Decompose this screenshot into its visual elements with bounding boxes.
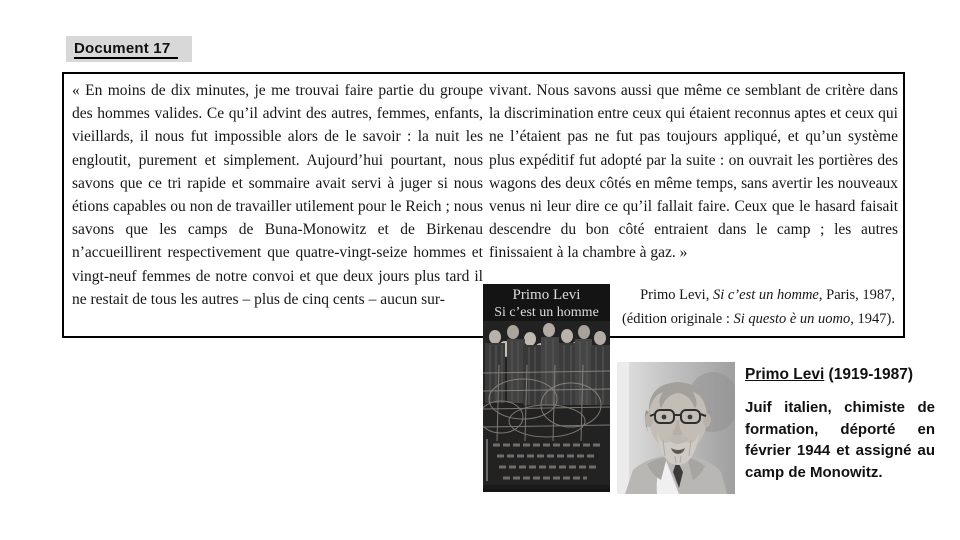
book-cover-titles [483,284,610,321]
citation-line2-pre: (édition originale : [621,311,734,327]
citation-title-french: Si c’est un homme [712,287,819,303]
source-citation [595,283,895,331]
citation-line2-post: , 1947). [850,311,895,327]
document-label-text: Document 17 [74,40,178,59]
book-cover-author: Primo Levi [512,287,581,303]
citation-line1-post: , Paris, 1987, [818,287,895,303]
portrait-illustration [617,362,735,494]
quote-column-left: « En moins de dix minutes, je me trouvai faire partie du groupe des hommes valides. Ce qu’il advint des autres, femmes, enfants, vieillards, il nous fut impossible alors de le savoir : la nuit les engloutit, purement et simplement. Aujourd’hui pourtant, nous savons que ce tri rapide et sommaire avait servi à juger si nous étions capables ou non de travailler utilement pour le Reich ; nous savons que les camps de Buna-Monowitz et de Birkenau n’accueillirent respectivement que quatre-vingt-seize hommes et vingt-neuf femmes de notre convoi et que deux jours plus tard il ne restait de tous les autres – plus de cinq cents – aucun sur- [72,82,483,308]
document-label [66,36,192,62]
bio-caption [745,366,935,483]
citation-title-italian: Si questo è un uomo [733,311,851,327]
book-cover-title: Si c’est un homme [494,305,599,320]
book-cover-image [483,284,610,492]
citation-line1-pre: Primo Levi, [640,287,713,303]
bio-text: Juif italien, chimiste de formation, déporté en février 1944 et assigné au camp de Monowitz. [745,399,935,481]
quote-column-right: vivant. Nous savons aussi que même ce semblant de critère dans la discrimination entre ceux qui étaient reconnus aptes et ceux qui ne l’étaient pas ne fut pas toujours appliqué, et qu’un système plus expéditif fut adopté par la suite : on ouvrait les portières des wagons des deux côtés en même temps, sans avertir les nouveaux venus ni leur dire ce qu’il fallait faire. Ceux que le hasard faisait descendre du bon côté entraient dans le camp ; les autres finissaient à la chambre à gaz. » [489,82,898,262]
bio-heading [745,366,935,384]
primo-levi-photo [617,362,735,494]
prisoners-photo-illustration [483,321,610,489]
bio-dates: (1919-1987) [824,366,914,383]
bio-name: Primo Levi [745,366,825,383]
